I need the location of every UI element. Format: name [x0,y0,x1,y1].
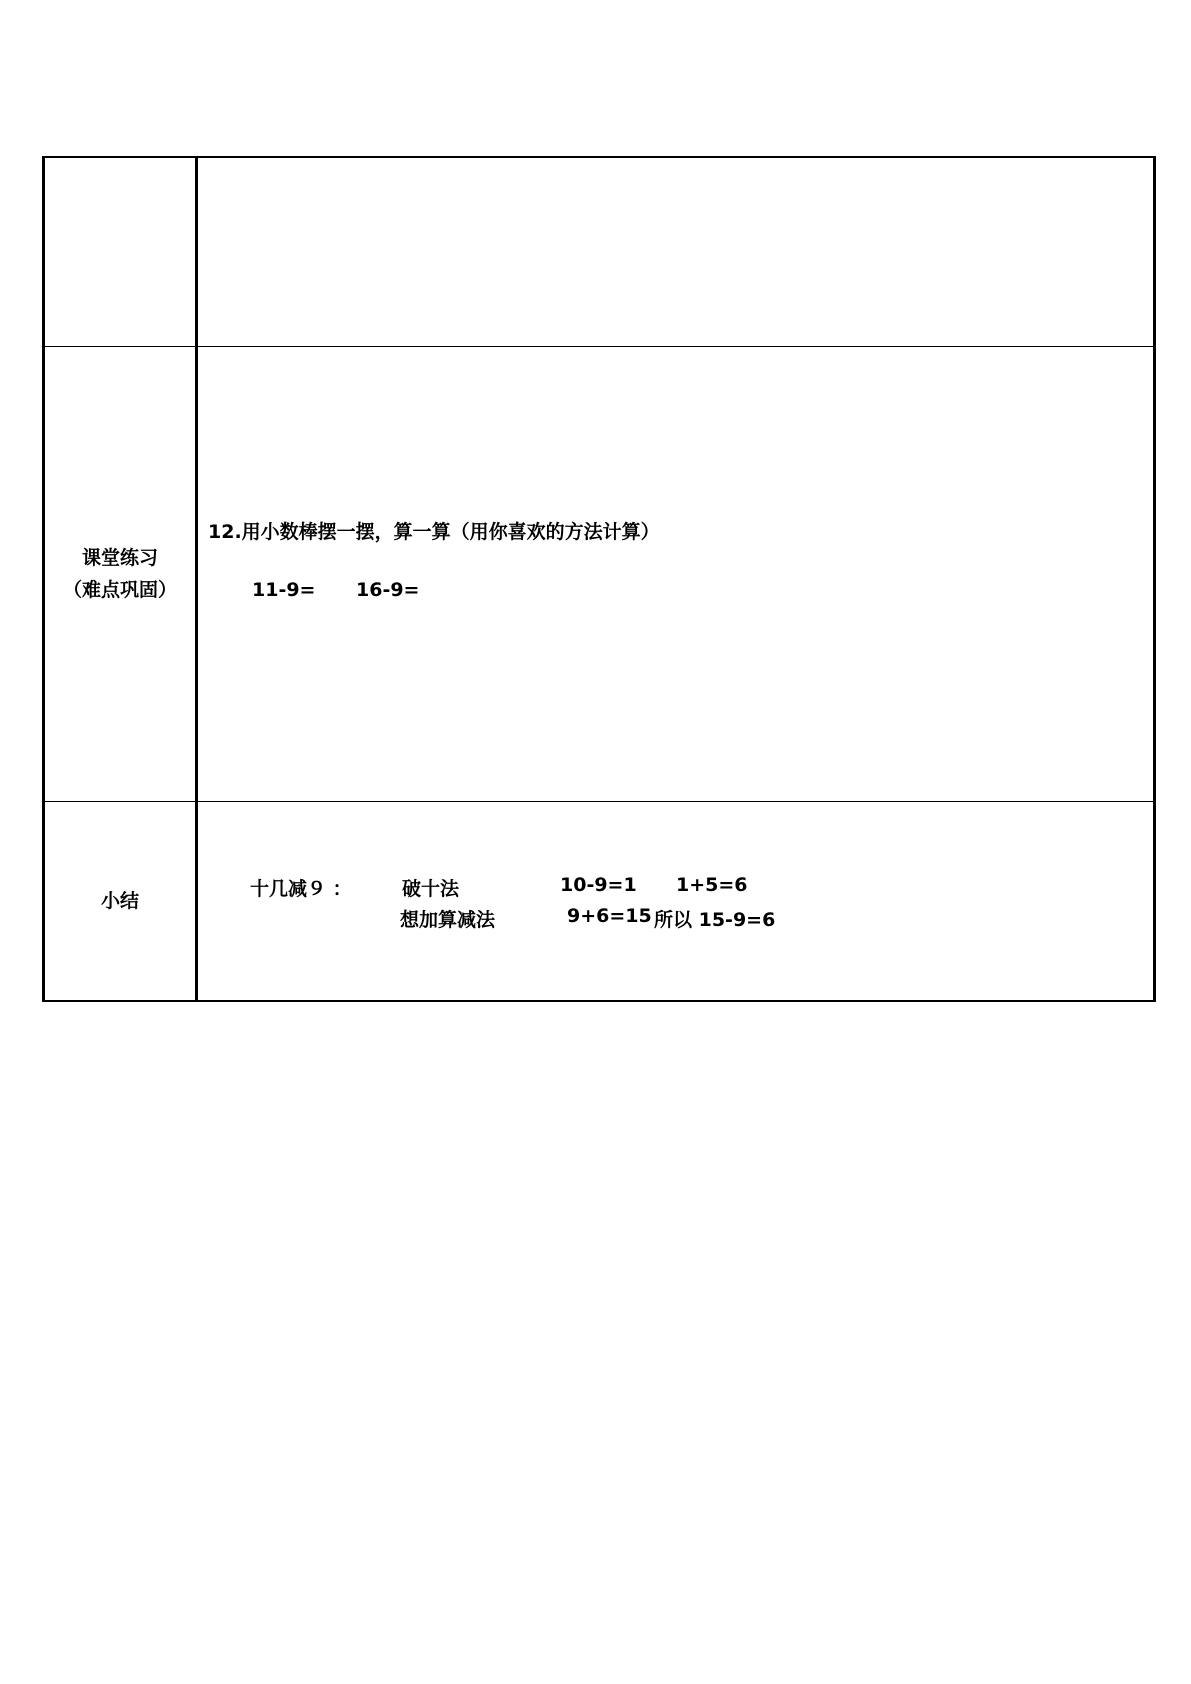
practice-row [44,346,1155,801]
lesson-plan-table [42,156,1156,1002]
blank-label-cell [44,157,197,346]
blank-row [44,157,1155,346]
practice-expression-2: 16-9= [356,578,420,601]
method-2-name: 想加算减法 [400,908,496,931]
method-1-step-2: 1+5=6 [676,873,748,896]
method-1-step-1: 10-9=1 [560,873,637,896]
method-2-step-1: 9+6=15 [567,904,652,927]
summary-topic: 十几减９ ： [250,877,352,900]
practice-label: 课堂练习 [81,546,158,569]
blank-content-cell [197,157,1155,346]
practice-question: 12.用小数棒摆一摆，算一算（用你喜欢的方法计算） [208,520,660,543]
summary-label: 小结 [100,889,139,912]
method-2-step-2: 所以 15-9=6 [654,908,776,931]
practice-content-cell [197,346,1155,801]
summary-row [44,801,1155,1001]
practice-sublabel: （难点巩固） [62,578,177,601]
practice-expression-1: 11-9= [252,578,316,601]
summary-label-cell [44,801,197,1001]
method-1-name: 破十法 [402,877,460,900]
summary-content-cell [197,801,1155,1001]
practice-label-cell [44,346,197,801]
